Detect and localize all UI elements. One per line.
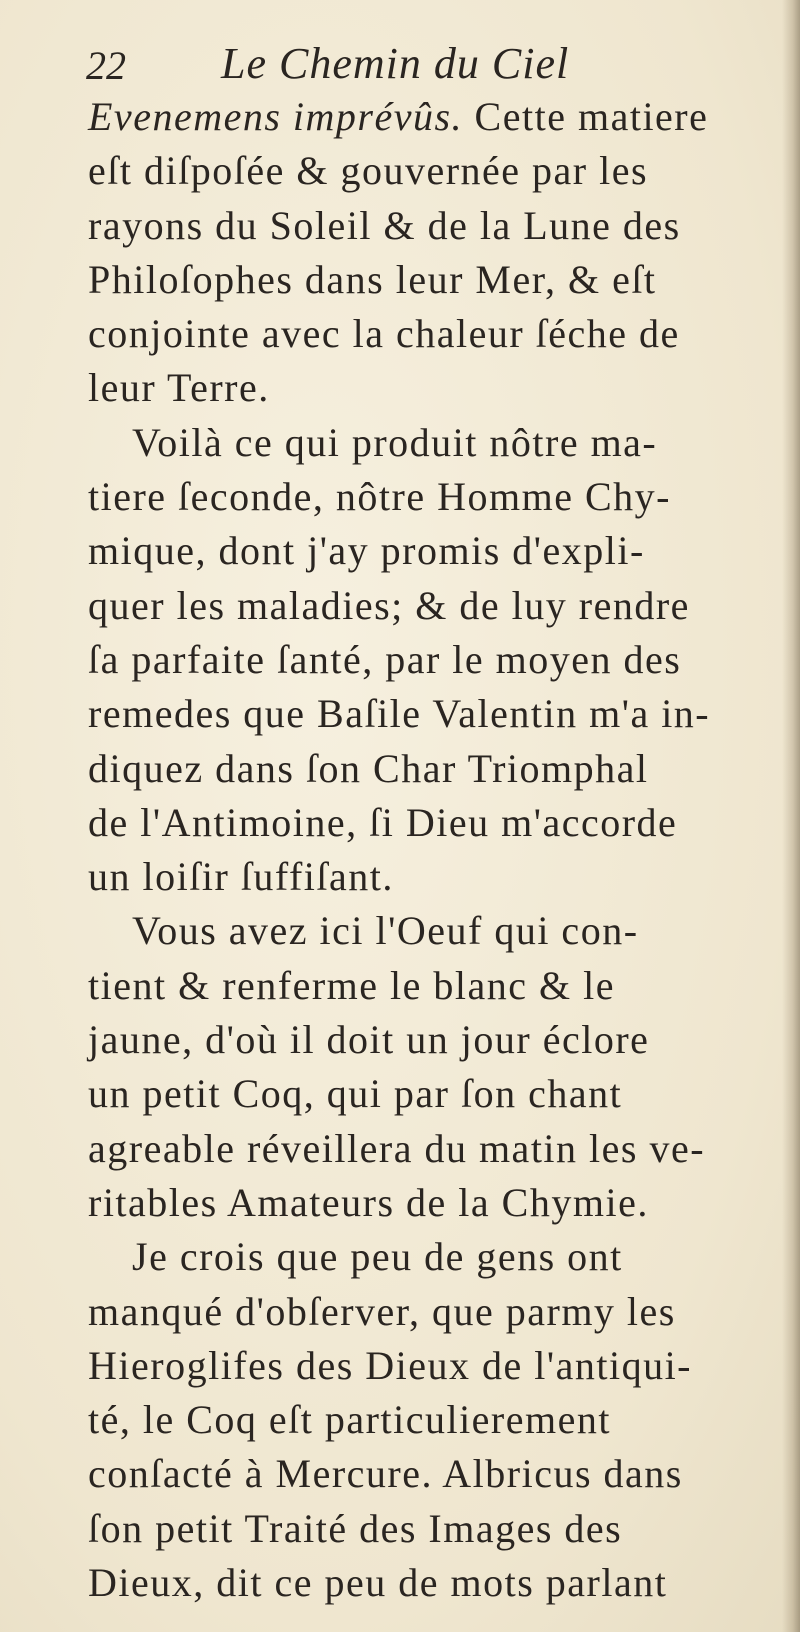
text-line xyxy=(88,1393,778,1447)
text-line xyxy=(88,1556,778,1610)
line-text: Voilà ce qui produit nôtre ma- xyxy=(132,419,658,465)
line-text: manqué d'obſerver, que parmy les xyxy=(88,1288,676,1334)
text-line xyxy=(88,850,778,904)
line-text: conjointe avec la chaleur ſéche de xyxy=(88,311,680,357)
text-line xyxy=(88,633,778,687)
text-line xyxy=(88,1339,778,1393)
text-line xyxy=(88,524,778,578)
line-text: de l'Antimoine, ſi Dieu m'accorde xyxy=(88,799,678,845)
text-line xyxy=(88,307,778,361)
line-text: té, le Coq eſt particulierement xyxy=(88,1397,611,1443)
running-head: Le Chemin du Ciel xyxy=(221,39,570,88)
line-text: Vous avez ici l'Oeuf qui con- xyxy=(132,908,639,954)
line-text: ritables Amateurs de la Chymie. xyxy=(88,1179,649,1225)
text-line xyxy=(88,959,778,1013)
line-text: leur Terre. xyxy=(88,365,270,411)
text-line xyxy=(88,199,778,253)
text-line xyxy=(88,416,778,470)
text-line xyxy=(88,1447,778,1501)
italic-phrase: Evenemens imprévûs. xyxy=(88,94,464,139)
page-header xyxy=(86,38,686,88)
line-text: tiere ſeconde, nôtre Homme Chy- xyxy=(88,474,671,520)
text-line xyxy=(88,144,778,198)
line-text: quer les maladies; & de luy rendre xyxy=(88,582,690,628)
line-text: un loiſir ſuffiſant. xyxy=(88,854,394,900)
line-text: Hieroglifes des Dieux de l'antiqui- xyxy=(88,1342,693,1388)
line-text: eſt diſpoſée & gouvernée par les xyxy=(88,148,649,194)
line-text: Dieux, dit ce peu de mots parlant xyxy=(88,1560,668,1606)
body-text xyxy=(88,90,778,1610)
line-text: remedes que Baſile Valentin m'a in- xyxy=(88,691,711,737)
text-line xyxy=(88,1122,778,1176)
line-text: diquez dans ſon Char Triomphal xyxy=(88,745,649,791)
line-text: Philoſophes dans leur Mer, & eſt xyxy=(88,256,657,302)
text-line xyxy=(88,1176,778,1230)
text-line xyxy=(88,579,778,633)
text-line xyxy=(88,1502,778,1556)
line-text: jaune, d'où il doit un jour éclore xyxy=(88,1017,650,1063)
page-edge-shadow xyxy=(782,0,800,1632)
text-line xyxy=(88,1230,778,1284)
line-text: ſon petit Traité des Images des xyxy=(88,1505,623,1551)
line-text: Cette matiere xyxy=(463,94,709,139)
text-line xyxy=(88,470,778,524)
line-text: conſacté à Mercure. Albricus dans xyxy=(88,1451,683,1497)
text-line xyxy=(88,1285,778,1339)
text-line xyxy=(88,742,778,796)
line-text: mique, dont j'ay promis d'expli- xyxy=(88,528,645,574)
line-text: rayons du Soleil & de la Lune des xyxy=(88,202,681,248)
text-line xyxy=(88,1013,778,1067)
text-line xyxy=(88,1067,778,1121)
page-number: 22 xyxy=(86,43,126,88)
text-line xyxy=(88,687,778,741)
line-text: un petit Coq, qui par ſon chant xyxy=(88,1071,623,1117)
text-line xyxy=(88,90,778,144)
line-text: ſa parfaite ſanté, par le moyen des xyxy=(88,636,682,682)
text-line xyxy=(88,361,778,415)
line-text: tient & renferme le blanc & le xyxy=(88,962,616,1008)
text-line xyxy=(88,796,778,850)
text-line xyxy=(88,904,778,958)
line-text: Je crois que peu de gens ont xyxy=(132,1234,623,1280)
text-line xyxy=(88,253,778,307)
line-text: agreable réveillera du matin les ve- xyxy=(88,1125,706,1171)
